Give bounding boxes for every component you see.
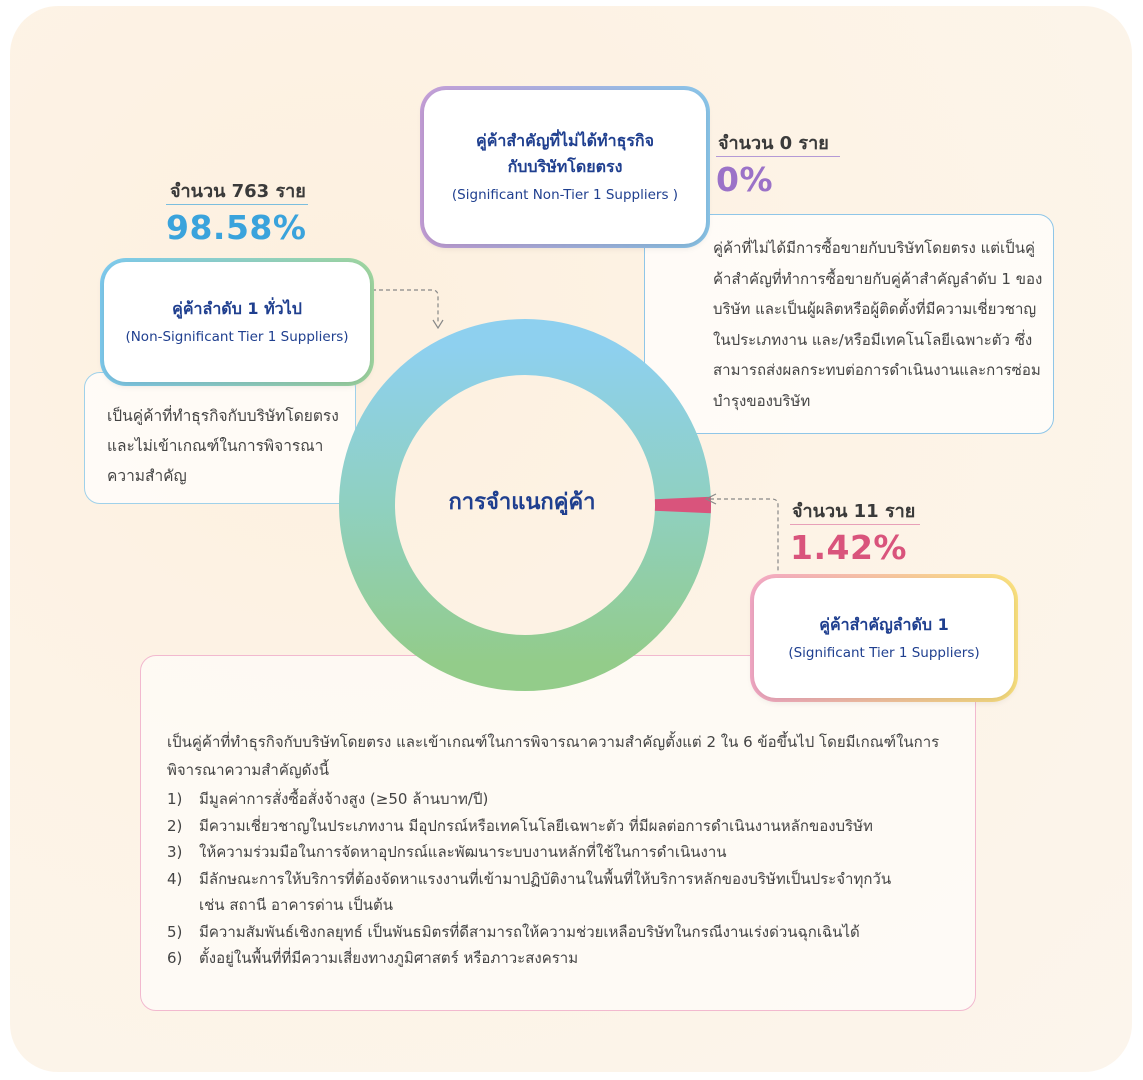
non-tier1-percent: 0%: [716, 160, 774, 199]
criteria-item: 4) มีลักษณะการให้บริการที่ต้องจัดหาแรงงานที่เข้ามาปฏิบัติงานในพื้นที่ให้บริการหลักของบริษัทเป็นประจำทุกวัน เช่น สถานี อาคารด่าน เป็นต้น: [167, 869, 892, 914]
non-tier1-title-line2: กับบริษัทโดยตรง: [507, 157, 623, 176]
non-tier1-description: คู่ค้าที่ไม่ได้มีการซื้อขายกับบริษัทโดยตรง แต่เป็นคู่ค้าสำคัญที่ทำการซื้อขายกับคู่ค้าสำคัญลำดับ 1 ของบริษัท และเป็นผู้ผลิตหรือผู้ติดตั้งที่มีความเชี่ยวชาญในประเภทงาน และ/หรือมีเทคโนโลยีเฉพาะตัว ซึ่งสามารถส่งผลกระทบต่อการดำเนินงานและการซ่อมบำรุงของบริษัท: [713, 239, 1043, 410]
non-significant-subtitle: (Non-Significant Tier 1 Suppliers): [125, 329, 349, 345]
significant-title: คู่ค้าสำคัญลำดับ 1: [819, 615, 949, 634]
significant-count: จำนวน 11 ราย: [792, 501, 916, 522]
criteria-item: 6) ตั้งอยู่ในพื้นที่ที่มีความเสี่ยงทางภูมิศาสตร์ หรือภาวะสงคราม: [167, 949, 579, 967]
non-tier1-underline: [716, 156, 840, 157]
criteria-item: 2) มีความเชี่ยวชาญในประเภทงาน มีอุปกรณ์หรือเทคโนโลยีเฉพาะตัว ที่มีผลต่อการดำเนินงานหลักของบริษัท: [167, 816, 873, 835]
non-significant-description: เป็นคู่ค้าที่ทำธุรกิจกับบริษัทโดยตรง และไม่เข้าเกณฑ์ในการพิจารณาความสำคัญ: [107, 407, 339, 485]
non-significant-percent: 98.58%: [166, 208, 307, 247]
non-tier1-subtitle: (Significant Non-Tier 1 Suppliers ): [451, 187, 679, 203]
non-significant-title: คู่ค้าลำดับ 1 ทั่วไป: [172, 299, 302, 318]
non-tier1-category-box: [420, 86, 710, 248]
significant-percent: 1.42%: [790, 528, 907, 567]
non-significant-description-box: [84, 372, 356, 504]
non-significant-underline: [166, 204, 308, 205]
center-title: การจำแนกคู่ค้า: [448, 490, 596, 515]
criteria-item: 1) มีมูลค่าการสั่งซื้อสั่งจ้างสูง (≥50 ล้านบาท/ปี): [167, 790, 489, 808]
significant-category-box: [750, 574, 1018, 702]
non-tier1-count: จำนวน 0 ราย: [718, 133, 829, 154]
significant-description-box: [140, 655, 976, 1011]
criteria-list: [167, 786, 967, 972]
significant-underline: [790, 524, 920, 525]
non-tier1-title-line1: คู่ค้าสำคัญที่ไม่ได้ทำธุรกิจ: [475, 131, 654, 150]
criteria-intro: เป็นคู่ค้าที่ทำธุรกิจกับบริษัทโดยตรง และเข้าเกณฑ์ในการพิจารณาความสำคัญตั้งแต่ 2 ใน 6 ข้อขึ้นไป โดยมีเกณฑ์ในการพิจารณาความสำคัญดังนี้: [167, 733, 940, 779]
connector-non-significant: [370, 280, 450, 340]
criteria-item: 5) มีความสัมพันธ์เชิงกลยุทธ์ เป็นพันธมิตรที่ดีสามารถให้ความช่วยเหลือบริษัทในกรณีงานเร่งด่วนฉุกเฉินได้: [167, 922, 860, 941]
significant-subtitle: (Significant Tier 1 Suppliers): [788, 645, 980, 661]
criteria-item: 3) ให้ความร่วมมือในการจัดหาอุปกรณ์และพัฒนาระบบงานหลักที่ใช้ในการดำเนินงาน: [167, 843, 727, 861]
non-significant-category-box: [100, 258, 374, 386]
non-significant-count: จำนวน 763 ราย: [170, 181, 306, 202]
connector-significant: [700, 486, 790, 576]
